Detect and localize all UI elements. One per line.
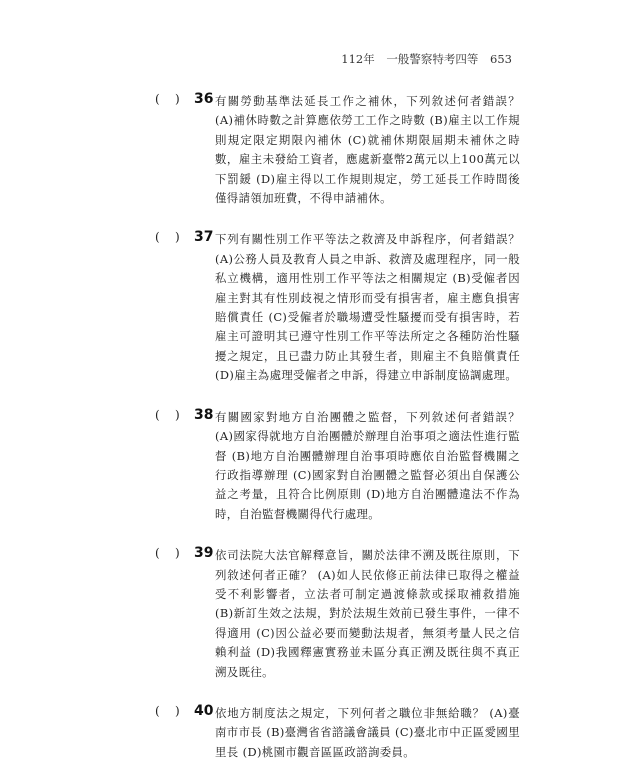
answer-paren-open: (: [155, 546, 160, 561]
answer-paren-close: ): [175, 92, 180, 106]
question-number: 38: [194, 406, 214, 423]
question-number: 40: [194, 702, 214, 719]
question-number: 39: [194, 545, 214, 562]
question-text: 下列有關性別工作平等法之救濟及申訴程序，何者錯誤？ (A)公務人員及教育人員之申訴、救濟及處理程序，同一般私立機構，適用性別工作平等法之相關規定 (B)受僱者因雇主對其有性別歧視之情形而受有損害者，雇主應負損害賠償責任 (C)受僱者於職場遭受性騷擾而受有損害時，若雇主可證明其已遵守性別工作平等法所定之各種防治性騷擾之規定，且已盡力防止其發生者，則雇主不負賠償責任 (D)雇主為處理受僱者之申訴，得建立申訴制度協調處理。: [215, 232, 520, 383]
answer-paren-close: ): [175, 230, 180, 245]
question-item: [155, 704, 520, 762]
question-number: 36: [194, 91, 214, 107]
question-text: 有關勞動基準法延長工作之補休，下列敘述何者錯誤？ (A)補休時數之計算應依勞工工作之時數 (B)雇主以工作規則規定限定期限內補休 (C)就補休期限屆期未補休之時數，雇主未發給工資者，應處新臺幣2萬元以上100萬元以下罰鍰 (D)雇主得以工作規則規定，勞工延長工作時間後僅得請領加班費，不得申請補休。: [215, 94, 520, 206]
answer-paren-close: ): [175, 407, 180, 422]
question-text: 依司法院大法官解釋意旨，關於法律不溯及既往原則，下列敘述何者正確？ (A)如人民依修正前法律已取得之權益受不利影響者，立法者可制定過渡條款或採取補救措施 (B)新訂生效之法規，對於法規生效前已發生事件，一律不得適用 (C)因公益必要而變動法規者，無須考量人民之信賴利益 (D)我國釋憲實務並未區分真正溯及既往與不真正溯及既往。: [215, 548, 520, 679]
question-item: [155, 230, 520, 385]
answer-paren-close: ): [175, 703, 180, 718]
question-item: [155, 92, 520, 208]
exam-title: 一般警察特考四等: [386, 52, 479, 66]
page-header: [333, 51, 512, 67]
question-item: [155, 546, 520, 682]
answer-paren-open: (: [155, 92, 160, 106]
exam-year: 112年: [341, 52, 375, 66]
question-number: 37: [194, 229, 214, 246]
question-list: [155, 92, 520, 784]
question-text: 依地方制度法之規定，下列何者之職位非無給職？ (A)臺南市市長 (B)臺灣省省諮議會議員 (C)臺北市中正區愛國里里長 (D)桃園市觀音區區政諮詢委員。: [215, 705, 520, 759]
question-text: 有關國家對地方自治團體之監督，下列敘述何者錯誤？ (A)國家得就地方自治團體於辦理自治事項之適法性進行監督 (B)地方自治團體辦理自治事項時應依自治監督機關之行政指導辦理 (C)國家對自治團體之監督必須出自保護公益之考量，且符合比例原則 (D)地方自治團體違法不作為時，自治監督機關得代行處理。: [215, 409, 520, 521]
answer-paren-close: ): [175, 546, 180, 561]
answer-paren-open: (: [155, 407, 160, 422]
answer-paren-open: (: [155, 230, 160, 245]
question-item: [155, 408, 520, 524]
page-number: 653: [490, 52, 512, 66]
answer-paren-open: (: [155, 703, 160, 718]
